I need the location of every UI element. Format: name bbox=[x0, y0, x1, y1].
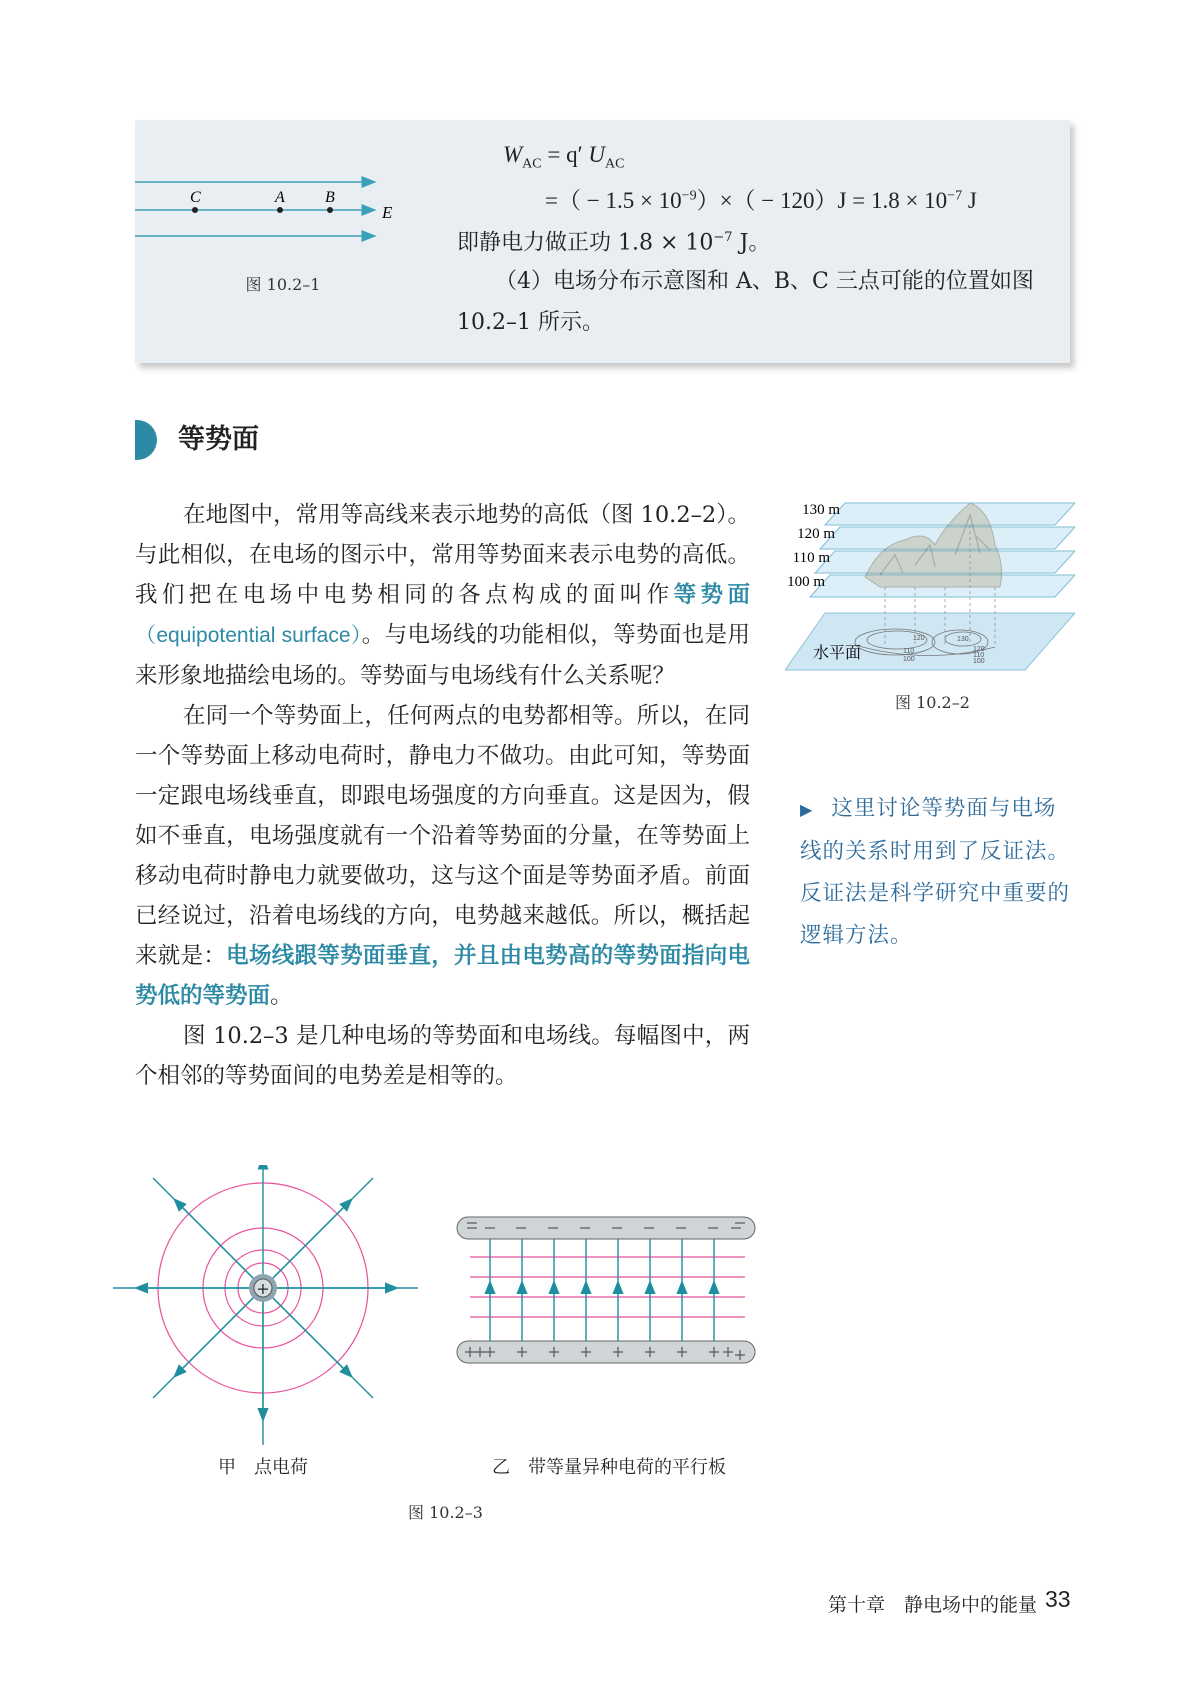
figure-point-charge bbox=[110, 1165, 430, 1450]
page-number: 33 bbox=[1045, 1586, 1071, 1612]
label-c: C bbox=[190, 189, 201, 206]
label-b: B bbox=[325, 189, 335, 206]
chapter-footer: 第十章 静电场中的能量 bbox=[828, 1594, 1038, 1616]
example-line-4: （4）电场分布示意图和 A、B、C 三点可能的位置如图 bbox=[495, 269, 1034, 294]
subfigure-caption-a: 甲 点电荷 bbox=[218, 1457, 308, 1478]
figure-10-2-1 bbox=[135, 170, 395, 270]
label-e: E bbox=[382, 203, 393, 222]
level-label-110: 110 m bbox=[792, 550, 830, 566]
point-a bbox=[277, 207, 283, 213]
contour-label: 100 bbox=[973, 658, 985, 665]
formula-work: $W_{AC} = q'$ $U_{AC}$ bbox=[503, 142, 625, 172]
example-line-5: 10.2–1 所示。 bbox=[457, 310, 604, 335]
section-marker bbox=[135, 420, 157, 460]
level-label-100: 100 m bbox=[787, 574, 825, 590]
body-text bbox=[135, 495, 750, 1096]
figure-caption: 图 10.2–2 bbox=[895, 693, 970, 712]
note-marker-icon: ▶ bbox=[800, 800, 814, 819]
figure-caption: 图 10.2–3 bbox=[408, 1503, 483, 1522]
paragraph-1: 在地图中，常用等高线来表示地势的高低（图 10.2–2）。与此相似，在电场的图示中，常用等势面来表示电势的高低。我们把在电场中电势相同的各点构成的面叫作等势面（equipotential surface）。与电场线的功能相似，等势面也是用来形象地描绘电场的。等势面与电场线有什么关系呢？ bbox=[135, 502, 750, 689]
point-b bbox=[327, 207, 333, 213]
note-text: 这里讨论等势面与电场线的关系时用到了反证法。反证法是科学研究中重要的逻辑方法。 bbox=[800, 796, 1071, 948]
example-line-3: 即静电力做正功 $1.8 \times 10^{-7}$ J。 bbox=[457, 230, 771, 256]
side-note bbox=[800, 788, 1075, 957]
plane-100 bbox=[810, 575, 1075, 597]
example-box bbox=[135, 120, 1070, 363]
ground-label: 水平面 bbox=[813, 643, 862, 662]
contour-label: 110 bbox=[973, 652, 985, 659]
figure-caption: 图 10.2–1 bbox=[245, 275, 321, 294]
paragraph-2: 在同一个等势面上，任何两点的电势都相等。所以，在同一个等势面上移动电荷时，静电力不做功。由此可知，等势面一定跟电场线垂直，即跟电场强度的方向垂直。这是因为，假如不垂直，电场强度就有一个沿着等势面的分量，在等势面上移动电荷时静电力就要做功，这与这个面是等势面矛盾。前面已经说过，沿着电场线的方向，电势越来越低。所以，概括起来就是：电场线跟等势面垂直，并且由电势高的等势面指向电势低的等势面。 bbox=[135, 703, 750, 1009]
paragraph-3: 图 10.2–3 是几种电场的等势面和电场线。每幅图中，两个相邻的等势面间的电势差是相等的。 bbox=[135, 1023, 750, 1089]
charge-symbol: + bbox=[256, 1279, 270, 1298]
point-c bbox=[192, 207, 198, 213]
figure-10-2-2 bbox=[785, 495, 1075, 675]
label-a: A bbox=[275, 189, 285, 206]
subfigure-caption-b: 乙 带等量异种电荷的平行板 bbox=[492, 1457, 726, 1478]
contour-label: 100 bbox=[903, 656, 915, 663]
term-english: （equipotential surface） bbox=[135, 624, 362, 647]
level-label-120: 120 m bbox=[797, 526, 835, 542]
plane-130 bbox=[825, 503, 1075, 525]
plane-120 bbox=[820, 527, 1075, 549]
plane-110 bbox=[815, 551, 1075, 573]
contour-label: 120 bbox=[973, 646, 985, 653]
contour-label: 130 bbox=[957, 636, 969, 643]
figure-parallel-plates bbox=[455, 1215, 760, 1365]
formula-calculation: =（ − $1.5 \times 10^{-9})\times( - 120)J = 1.8 \times 10^{-7}$ J bbox=[545, 188, 977, 213]
contour-label: 120 bbox=[913, 635, 925, 642]
contour-label: 110 bbox=[903, 648, 915, 655]
section-title: 等势面 bbox=[178, 424, 259, 455]
level-label-130: 130 m bbox=[802, 502, 840, 518]
key-conclusion: 电场线跟等势面垂直，并且由电势高的等势面指向电势低的等势面 bbox=[135, 943, 750, 1009]
term-equipotential: 等势面 bbox=[673, 582, 750, 608]
